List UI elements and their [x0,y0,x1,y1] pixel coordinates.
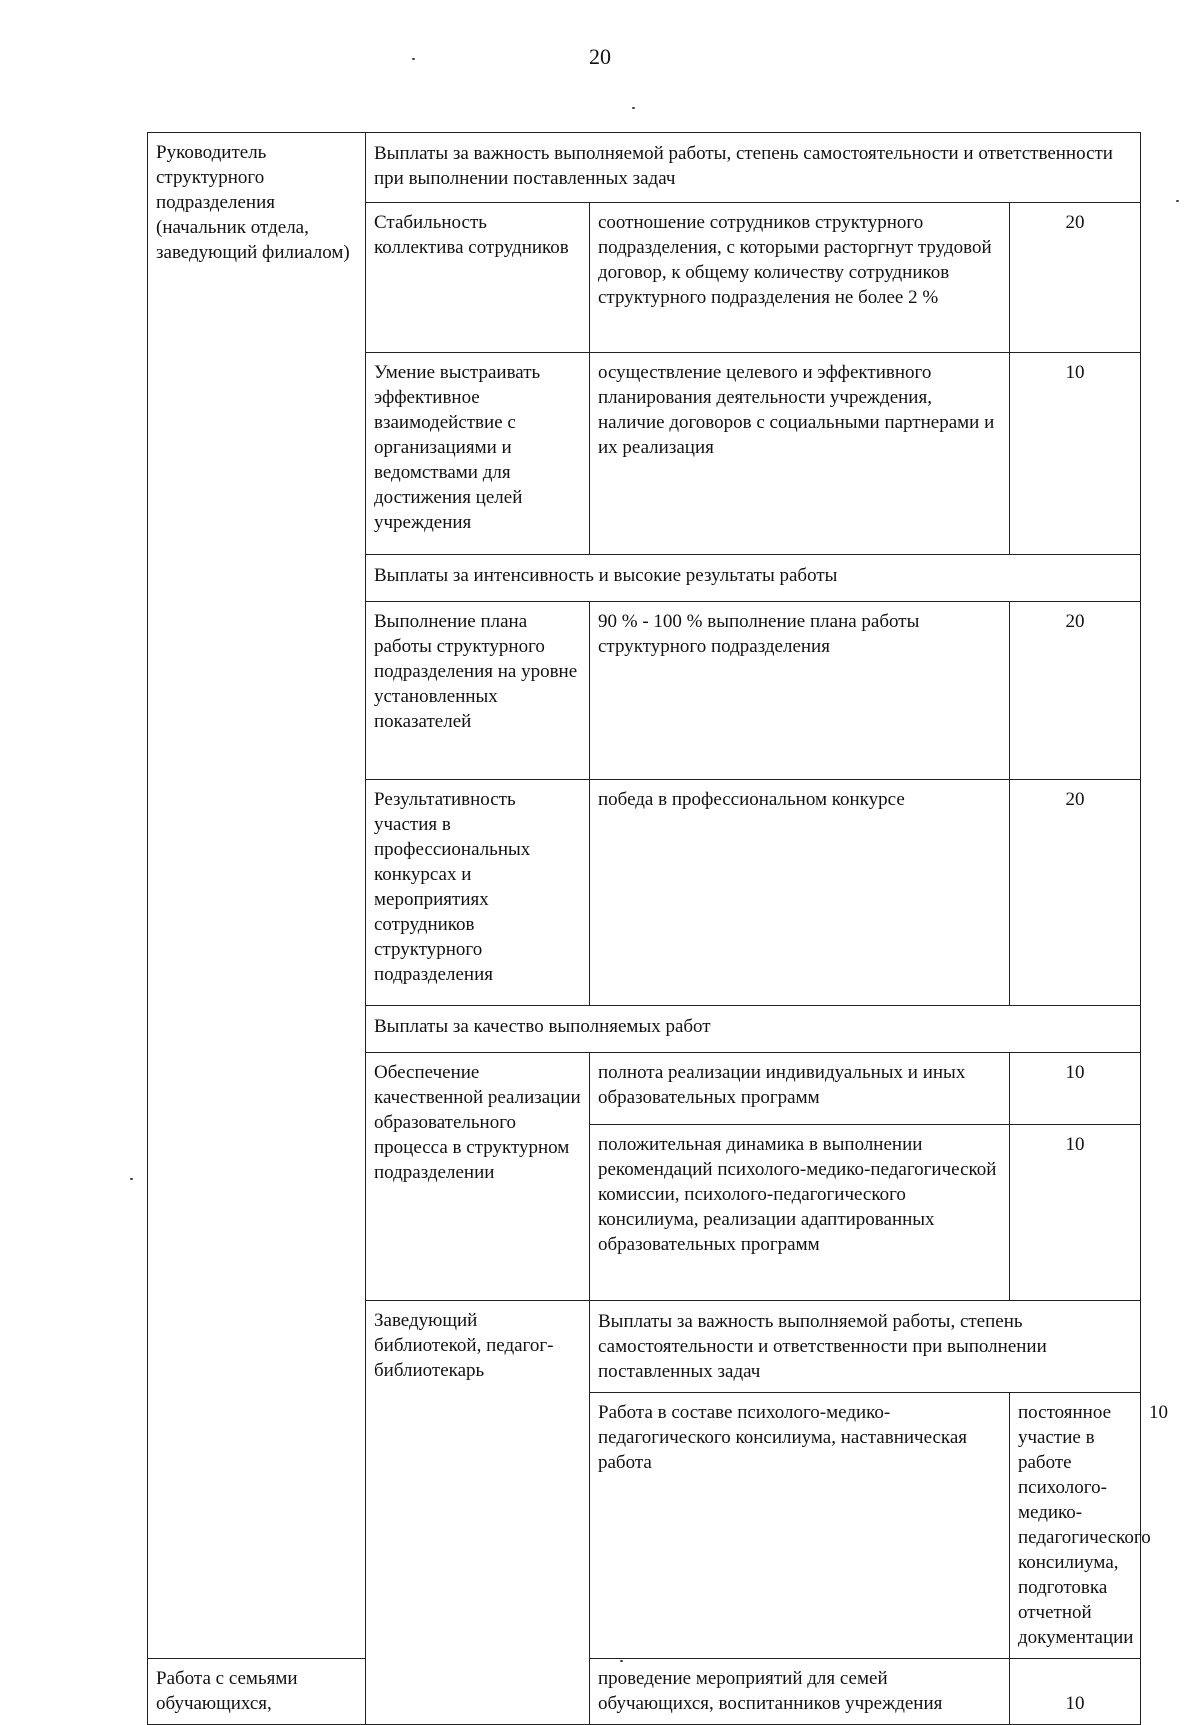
scan-speck [620,1660,623,1662]
section-title: Выплаты за важность выполняемой работы, степень самостоятельности и ответственности при выполнении поставленных задач [590,1301,1141,1393]
criterion-points: 10 [1010,1659,1141,1725]
criterion-name: Работа в составе психолого-медико-педагогического консилиума, наставническая работа [590,1393,1010,1659]
position-cell [366,1301,590,1725]
criterion-points: 20 [1010,203,1141,353]
section-title: Выплаты за интенсивность и высокие результаты работы [366,555,1141,602]
criterion-name: Стабильность коллектива сотрудников [366,203,590,353]
scan-speck [1176,200,1179,202]
section-title: Выплаты за важность выполняемой работы, степень самостоятельности и ответственности при выполнении поставленных задач [366,133,1141,203]
page-number: 20 [589,44,611,69]
criterion-condition: полнота реализации индивидуальных и иных образовательных программ [590,1053,1010,1125]
criterion-condition: проведение мероприятий для семей обучающихся, воспитанников учреждения [590,1659,1010,1725]
criteria-table [147,132,1169,1725]
criterion-points: 10 [1010,353,1141,555]
scan-speck [130,1178,133,1180]
scan-speck [632,107,635,109]
criterion-name: Умение выстраивать эффективное взаимодействие с организациями и ведомствами для достижения целей учреждения [366,353,590,555]
criterion-condition: положительная динамика в выполнении рекомендаций психолого-медико-педагогической комиссии, психолого-педагогического консилиума, реализации адаптированных образовательных программ [590,1125,1010,1301]
criterion-points: 10 [1010,1053,1141,1125]
criterion-condition: осуществление целевого и эффективного планирования деятельности учреждения, наличие договоров с социальными партнерами и их реализация [590,353,1010,555]
criterion-row: Работа в составе психолого-медико-педагогического консилиума, наставническая работа постоянное участие в работе психолого-медико-педагогического консилиума, подготовка отчетной документации 10 [148,1393,1141,1659]
criterion-points: 10 [1010,1125,1141,1301]
criterion-name: Результативность участия в профессиональных конкурсах и мероприятиях сотрудников структурного подразделения [366,780,590,1006]
section-title: Выплаты за качество выполняемых работ [366,1006,1141,1053]
scan-speck [412,58,415,60]
criterion-condition: 90 % - 100 % выполнение плана работы структурного подразделения [590,602,1010,780]
section-row [148,133,1141,203]
position-cell [148,133,366,1659]
criterion-condition: победа в профессиональном конкурсе [590,780,1010,1006]
criterion-condition: постоянное участие в работе психолого-медико-педагогического консилиума, подготовка отчетной документации [1010,1393,1141,1659]
criterion-row [148,1659,1141,1725]
criterion-name: Работа с семьями обучающихся, [148,1659,366,1725]
position-label: Заведующий библиотекой, педагог-библиотекарь [374,1310,554,1381]
criterion-name: Обеспечение качественной реализации образовательного процесса в структурном подразделении [366,1053,590,1301]
criterion-condition: соотношение сотрудников структурного подразделения, с которыми расторгнут трудовой договор, к общему количеству сотрудников структурного подразделения не более 2 % [590,203,1010,353]
position-label: Руководитель структурного подразделения (начальник отдела, заведующий филиалом) [156,142,350,263]
criterion-points: 20 [1010,602,1141,780]
criterion-name: Выполнение плана работы структурного подразделения на уровне установленных показателей [366,602,590,780]
criterion-points: 20 [1010,780,1141,1006]
